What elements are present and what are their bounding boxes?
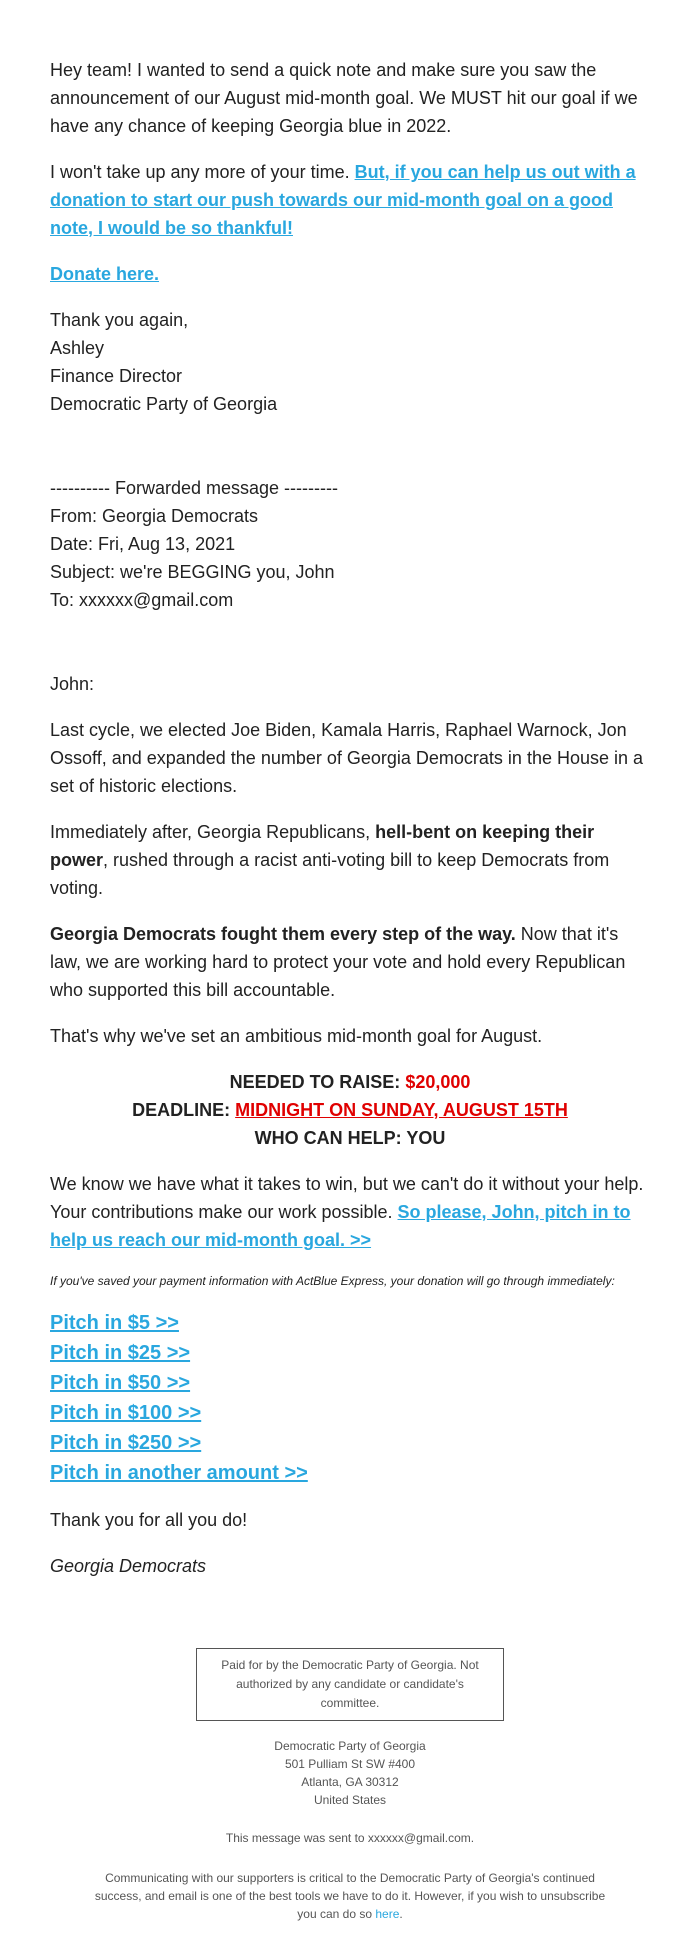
pitch-250-link[interactable]: Pitch in $250 >>	[50, 1432, 202, 1454]
greeting: John:	[50, 674, 95, 694]
intro-paragraph-2-text: I won't take up any more of your time.	[50, 162, 355, 182]
forwarded-subject: Subject: we're BEGGING you, John	[50, 562, 335, 582]
actblue-note: If you've saved your payment information with ActBlue Express, your donation will go through immediately:	[50, 1274, 615, 1288]
pitch-in-link[interactable]: So please, John, pitch in to help us reach our mid-month goal. >>	[50, 1202, 631, 1250]
forwarded-from: From: Georgia Democrats	[50, 506, 259, 526]
address-org: Democratic Party of Georgia	[274, 1739, 426, 1753]
intro-paragraph-1: Hey team! I wanted to send a quick note and make sure you saw the announcement of our August mid-month goal. We MUST hit our goal if we have any chance of keeping Georgia blue in 2022.	[50, 60, 638, 136]
body-paragraph-5	[50, 1170, 650, 1254]
deadline-value: MIDNIGHT ON SUNDAY, AUGUST 15TH	[235, 1100, 568, 1120]
body-paragraph-3	[50, 920, 650, 1004]
forwarded-date: Date: Fri, Aug 13, 2021	[50, 534, 236, 554]
pitch-links	[50, 1308, 650, 1488]
body-paragraph-2	[50, 818, 650, 902]
unsubscribe-end: .	[399, 1907, 403, 1921]
paid-for-disclaimer: Paid for by the Democratic Party of Georgia. Not authorized by any candidate or candidate's committee.	[196, 1648, 504, 1721]
body-paragraph-1: Last cycle, we elected Joe Biden, Kamala Harris, Raphael Warnock, Jon Ossoff, and expanded the number of Georgia Democrats in the House in a set of historic elections.	[50, 720, 644, 796]
closing-thanks: Thank you for all you do!	[50, 1510, 248, 1530]
address-city: Atlanta, GA 30312	[301, 1775, 399, 1789]
forwarded-divider: ---------- Forwarded message ---------	[50, 478, 338, 498]
sent-to-email: xxxxxx@gmail.com	[367, 1831, 471, 1845]
email-body	[50, 56, 650, 1598]
signer-role: Finance Director	[50, 366, 183, 386]
unsubscribe-notice	[90, 1869, 610, 1923]
sent-to-suffix: .	[470, 1831, 475, 1845]
spacer	[50, 632, 650, 670]
address-country: United States	[313, 1793, 387, 1807]
mailing-address	[0, 1737, 700, 1809]
intro-paragraph-2	[50, 158, 650, 242]
needed-label: NEEDED TO RAISE:	[229, 1072, 406, 1092]
pitch-other-link[interactable]: Pitch in another amount >>	[50, 1462, 308, 1484]
body-paragraph-2-bold: hell-bent on keeping their power	[50, 822, 595, 870]
closing-signature: Georgia Democrats	[50, 1556, 207, 1576]
body-paragraph-2-start: Immediately after, Georgia Republicans,	[50, 822, 376, 842]
body-paragraph-3-rest: Now that it's law, we are working hard to protect your vote and hold every Republican who supported this bill accountable.	[50, 924, 626, 1000]
pitch-50-link[interactable]: Pitch in $50 >>	[50, 1372, 191, 1394]
pitch-25-link[interactable]: Pitch in $25 >>	[50, 1342, 191, 1364]
signoff-line: Thank you again,	[50, 310, 189, 330]
signer-org: Democratic Party of Georgia	[50, 394, 278, 414]
sent-to-prefix: This message was sent to	[225, 1831, 368, 1845]
donation-ask-link[interactable]: But, if you can help us out with a donation to start our push towards our mid-month goal on a good note, I would be so thankful!	[50, 162, 636, 238]
signer-name: Ashley	[50, 338, 105, 358]
body-paragraph-3-bold: Georgia Democrats fought them every step of the way.	[50, 924, 516, 944]
unsubscribe-link[interactable]: here	[375, 1907, 400, 1921]
pitch-5-link[interactable]: Pitch in $5 >>	[50, 1312, 179, 1334]
body-paragraph-2-end: , rushed through a racist anti-voting bill to keep Democrats from voting.	[50, 850, 610, 898]
deadline-label: DEADLINE:	[132, 1100, 236, 1120]
address-street: 501 Pulliam St SW #400	[284, 1757, 416, 1771]
pitch-100-link[interactable]: Pitch in $100 >>	[50, 1402, 202, 1424]
unsubscribe-text: Communicating with our supporters is critical to the Democratic Party of Georgia's continued success, and email is one of the best tools we have to do it. However, if you wish to unsubscribe you can do so	[94, 1871, 606, 1921]
donate-here-link[interactable]: Donate here.	[50, 264, 160, 284]
who-can-help: WHO CAN HELP: YOU	[254, 1128, 446, 1148]
intro-signature	[50, 306, 650, 418]
forwarded-to: To: xxxxxx@gmail.com	[50, 590, 234, 610]
body-paragraph-4: That's why we've set an ambitious mid-month goal for August.	[50, 1026, 543, 1046]
donate-here-paragraph	[50, 260, 650, 288]
spacer	[50, 436, 650, 474]
body-paragraph-5-text: We know we have what it takes to win, but we can't do it without your help. Your contributions make our work possible.	[50, 1174, 644, 1222]
forwarded-header-block	[50, 474, 650, 614]
goal-summary	[50, 1068, 650, 1152]
footer	[0, 1648, 700, 1923]
sent-to-line	[0, 1829, 700, 1847]
needed-value: $20,000	[405, 1072, 471, 1092]
